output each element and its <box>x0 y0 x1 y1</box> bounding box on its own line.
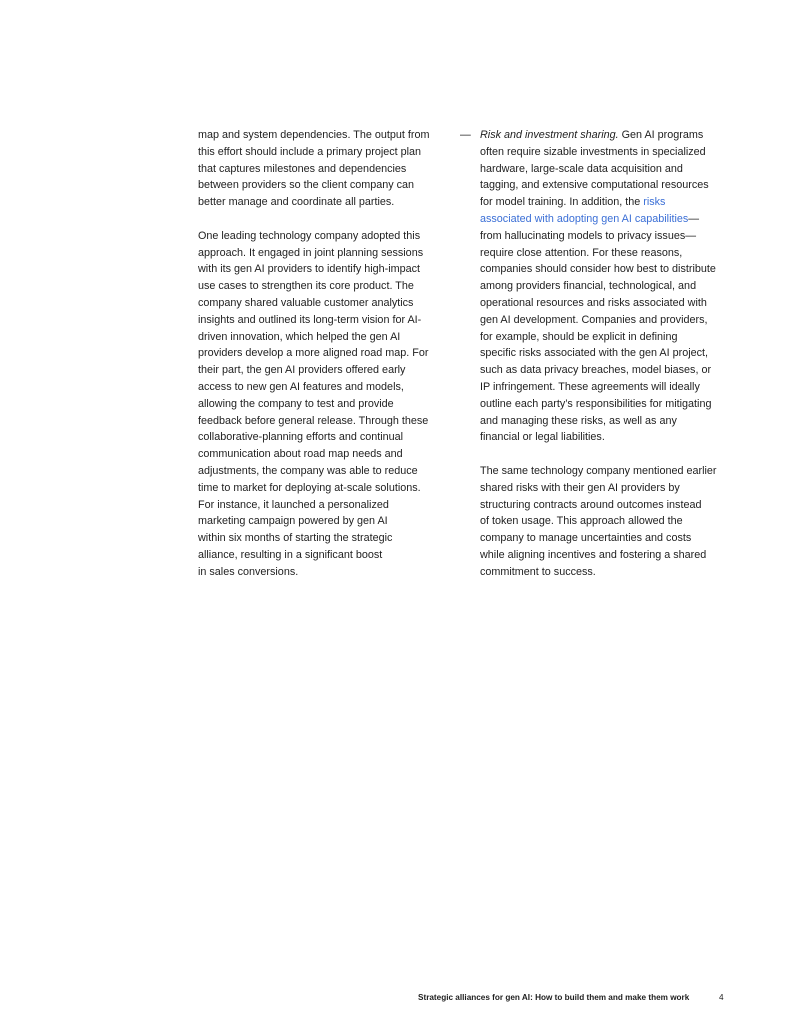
text-line: operational resources and risks associated with <box>480 296 707 309</box>
right-paragraph-2 <box>460 463 735 581</box>
text-line-with-link <box>480 194 735 211</box>
text-line: collaborative-planning efforts and continual <box>198 431 404 444</box>
text-line: commitment to success. <box>480 565 596 578</box>
text-line: map and system dependencies. The output from <box>198 129 430 141</box>
page-number: 4 <box>719 993 724 1002</box>
text-line: marketing campaign powered by gen AI <box>198 515 388 528</box>
text-line: insights and outlined its long-term vision for AI- <box>198 313 422 326</box>
text-line: tagging, and extensive computational resources <box>480 179 709 192</box>
left-paragraph-2 <box>198 228 454 581</box>
text-line: One leading technology company adopted this <box>198 229 421 242</box>
paragraph-gap <box>460 446 735 463</box>
footer-title: Strategic alliances for gen AI: How to build them and make them work <box>418 993 690 1002</box>
text-fragment: for model training. In addition, the <box>480 196 644 209</box>
text-line: companies should consider how best to distribute <box>480 263 716 276</box>
text-line: such as data privacy breaches, model biases, or <box>480 364 712 377</box>
text-line: company shared valuable customer analytics <box>198 296 414 309</box>
risks-link-continued[interactable]: associated with adopting gen AI capabilities <box>480 212 689 225</box>
bullet-risk-investment-sharing <box>460 127 735 446</box>
text-line: adjustments, the company was able to reduce <box>198 464 418 477</box>
bullet-heading-rest: Gen AI programs <box>618 129 704 141</box>
text-line: gen AI development. Companies and providers, <box>480 313 708 326</box>
text-line: driven innovation, which helped the gen AI <box>198 330 401 343</box>
text-line: use cases to strengthen its core product. The <box>198 280 414 293</box>
text-line: The same technology company mentioned earlier <box>480 464 717 477</box>
text-line: require close attention. For these reasons, <box>480 246 683 259</box>
text-line: providers develop a more aligned road map. For <box>198 347 429 360</box>
text-line: IP infringement. These agreements will ideally <box>480 380 700 393</box>
text-line: of token usage. This approach allowed the <box>480 515 683 528</box>
dash-bullet-icon: — <box>460 129 471 141</box>
text-line: for example, should be explicit in defining <box>480 330 678 343</box>
text-line: communication about road map needs and <box>198 448 403 461</box>
left-column <box>198 127 454 581</box>
bullet-first-line <box>480 127 735 144</box>
text-line: in sales conversions. <box>198 565 299 578</box>
text-line: alliance, resulting in a significant boost <box>198 548 383 561</box>
text-line: financial or legal liabilities. <box>480 431 605 444</box>
text-line: outline each party’s responsibilities for mitigating <box>480 397 712 410</box>
text-line: among providers financial, technological, and <box>480 280 697 293</box>
text-line: feedback before general release. Through these <box>198 414 429 427</box>
risks-link[interactable]: risks <box>643 196 666 209</box>
left-paragraph-1 <box>198 127 454 211</box>
text-line: between providers so the client company can <box>198 179 415 192</box>
text-line: shared risks with their gen AI providers by <box>480 481 680 494</box>
text-line: while aligning incentives and fostering a shared <box>480 548 707 561</box>
paragraph-gap <box>198 211 454 228</box>
text-fragment: — <box>688 212 700 225</box>
text-line: time to market for deploying at-scale solutions. <box>198 481 421 494</box>
text-line: their part, the gen AI providers offered early <box>198 364 406 377</box>
text-line: with its gen AI providers to identify high-impact <box>198 263 421 276</box>
text-line-with-link <box>480 211 735 228</box>
text-line: hardware, large-scale data acquisition and <box>480 162 683 175</box>
text-line: that captures milestones and dependencies <box>198 162 407 175</box>
text-line: better manage and coordinate all parties. <box>198 196 395 209</box>
text-line: company to manage uncertainties and costs <box>480 532 692 545</box>
text-line: specific risks associated with the gen AI project, <box>480 347 709 360</box>
text-line: from hallucinating models to privacy issues— <box>480 229 697 242</box>
text-line: structuring contracts around outcomes instead <box>480 498 702 511</box>
text-line: access to new gen AI features and models, <box>198 380 404 393</box>
text-line: For instance, it launched a personalized <box>198 498 389 511</box>
text-line: within six months of starting the strategic <box>198 532 393 545</box>
text-line: approach. It engaged in joint planning sessions <box>198 246 424 259</box>
text-line: and managing these risks, as well as any <box>480 414 677 427</box>
text-line: this effort should include a primary project plan <box>198 145 422 158</box>
bullet-heading: Risk and investment sharing. <box>480 129 619 141</box>
text-line: allowing the company to test and provide <box>198 397 394 410</box>
right-column <box>460 127 735 581</box>
text-line: often require sizable investments in specialized <box>480 145 706 158</box>
